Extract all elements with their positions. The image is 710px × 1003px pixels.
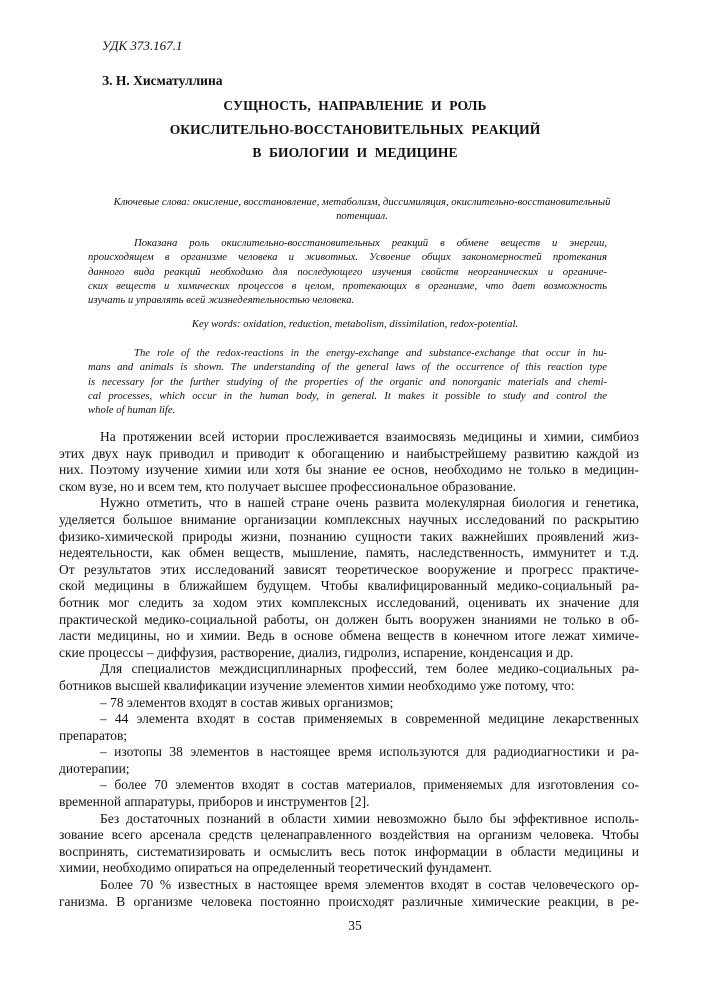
body-line: – 44 элемента входят в состав применяемых в современной медицине лекарственных [100, 711, 639, 727]
body-line: ботник мог следить за ходом этих комплексных исследований, оценивать их значение для [59, 594, 639, 610]
title-line: В БИОЛОГИИ И МЕДИЦИНЕ [252, 145, 458, 160]
body-line: препаратов; [59, 727, 128, 743]
abstract-en-line: The role of the redox-reactions in the energy-exchange and substance-exchange that occur in hu- [134, 347, 607, 359]
body-line: уделяется большое внимание организации комплексных научных исследований по раскрытию [59, 511, 639, 527]
body-line: ские процессы – диффузия, растворение, диализ, гидролиз, испарение, конденсация и др. [59, 644, 574, 660]
body-line: химии, необходимо опираться на определенный теоретический фундамент. [59, 860, 492, 876]
title-line: ОКИСЛИТЕЛЬНО-ВОССТАНОВИТЕЛЬНЫХ РЕАКЦИЙ [169, 121, 541, 137]
author-name: З. Н. Хисматуллина [102, 73, 223, 88]
article-title [0, 94, 710, 165]
abstract-ru-line: изучать и управлять всей жизнедеятельностью человека. [88, 294, 355, 307]
body-line: На протяжении всей истории прослеживается взаимосвязь медицины и химии, симбиоз [100, 429, 639, 444]
body-line: ласти медицины, но и химии. Ведь в основе обмена веществ в конечном итоге лежат химиче- [59, 628, 639, 644]
abstract-en-line: mans and animals is shown. The understanding of the general laws of the occurrence of this reaction type [88, 361, 607, 374]
abstract-ru-line: Показана роль окислительно-восстановительных реакций в обмене веществ и энергии, [134, 237, 607, 249]
body-line: ганизма. В организме человека постоянно происходят различные химические реакции, в ре- [59, 893, 639, 909]
body-line: ской медицины в ближайшем будущем. Чтобы квалифицированный медико-социальный ра- [59, 578, 639, 594]
body-line: – более 70 элементов входят в состав материалов, применяемых для изготовления со- [100, 777, 639, 793]
body-line: них. Поэтому изучение химии или хотя бы знание ее основ, необходимо не только в медицин- [59, 462, 639, 478]
abstract-ru-line: происходящем в организме человека и животных. Усвоение общих закономерностей протекания [88, 251, 607, 264]
abstract-en-line: is necessary for the further studying of the properties of the organic and nonorganic materials and chemi- [88, 375, 607, 388]
body-text [59, 429, 639, 910]
body-line: недеятельности, как обмен веществ, мышление, память, наследственность, иммунитет и т.д. [59, 545, 639, 561]
body-line: Без достаточных познаний в области химии невозможно было бы эффективное исполь- [100, 810, 639, 826]
title-line: СУЩНОСТЬ, НАПРАВЛЕНИЕ И РОЛЬ [223, 98, 487, 113]
abstract-ru-line: данного вида реакций необходимо для последующего изучения свойств неорганических и органиче- [88, 265, 607, 278]
body-line: Нужно отметить, что в нашей стране очень развита молекулярная биология и генетика, [100, 495, 639, 511]
body-line: практической медико-социальной работы, он должен быть вооружен знаниями не только в об- [59, 611, 639, 627]
abstract-ru [88, 236, 607, 307]
body-line: От результатов этих исследований зависят теоретическое вооружение и прогресс практиче- [59, 561, 639, 577]
body-line: этих двух наук приводил и приводит к обогащению и наибыстрейшему развитию каждой из [59, 445, 639, 461]
body-line: Для специалистов междисциплинарных профессий, тем более медико-социальных ра- [100, 661, 639, 677]
body-line: – изотопы 38 элементов в настоящее время используются для радиодиагностики и ра- [100, 744, 639, 760]
body-line: ском вузе, но и всем тем, кто получает высшее профессиональное образование. [59, 478, 517, 494]
keywords-ru [62, 195, 662, 223]
body-line: зование всего арсенала средств целенаправленного воздействия на организм человека. Чтобы [59, 827, 639, 843]
body-line: временной аппаратуры, приборов и инструментов [2]. [59, 794, 370, 810]
body-line: физико-химической природы жизни, познанию сущности таких важнейших проявлений жиз- [59, 528, 639, 544]
page-number: 35 [348, 918, 362, 933]
keywords-en: Key words: oxidation, reduction, metabolism, dissimilation, redox-potential. [191, 318, 519, 330]
keywords-ru-line: Ключевые слова: окисление, восстановление, метаболизм, диссимиляция, окислительно-восстановительный [113, 196, 611, 208]
abstract-ru-line: ских веществ и химических процессов в целом, протекающих в организме, что дает возможность [88, 279, 607, 292]
abstract-en-line: cal processes, which occur in the human body, in general. It makes it possible to study and control the [88, 389, 607, 402]
body-line: воспринять, систематизировать и осмыслить весь поток информации в области медицины и [59, 843, 639, 859]
body-line: диотерапии; [59, 760, 130, 776]
keywords-ru-line: потенциал. [336, 210, 388, 222]
abstract-en-line: whole of human life. [88, 404, 176, 417]
body-line: Более 70 % известных в настоящее время элементов входят в состав человеческого ор- [100, 877, 639, 893]
body-line: – 78 элементов входят в состав живых организмов; [100, 694, 394, 710]
body-line: ботников высшей квалификации изучение элементов химии необходимо уже потому, что: [59, 677, 575, 693]
udk-code: УДК 373.167.1 [102, 38, 183, 53]
abstract-en [88, 346, 607, 417]
